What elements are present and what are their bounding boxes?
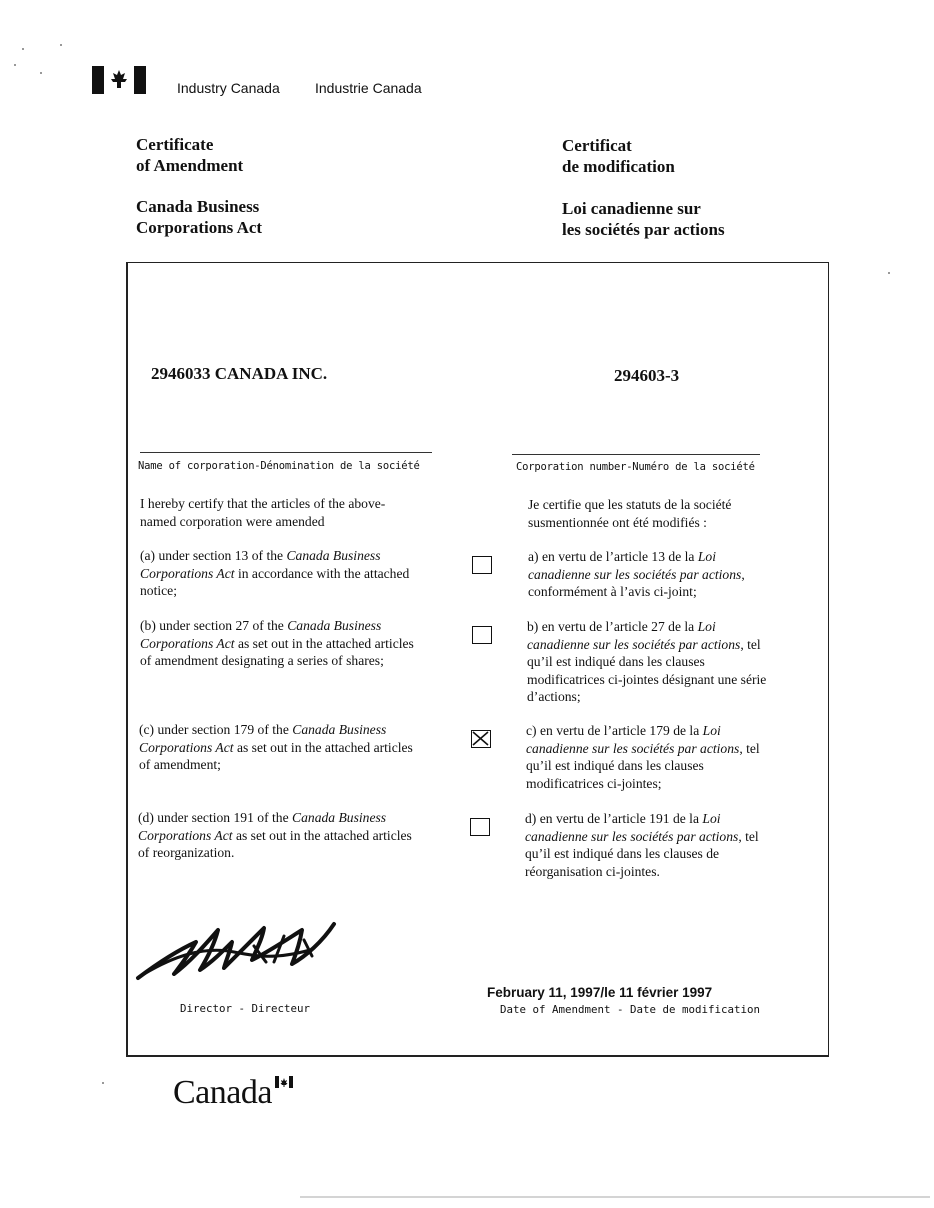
department-fr: Industrie Canada (315, 80, 422, 96)
scan-speck (102, 1082, 104, 1084)
empty-box-icon[interactable] (472, 626, 492, 644)
scan-speck (888, 272, 890, 274)
title-en: Certificate of Amendment (136, 135, 244, 175)
scan-speck (60, 44, 62, 46)
canada-flag-icon (92, 66, 146, 94)
option-b-fr: b) en vertu de l’article 27 de la Loi canadienne sur les sociétés par actions, tel qu’il est indiqué dans les clauses modificatrices ci-jointes désignant une série d’actions; (527, 619, 767, 705)
director-caption: Director - Directeur (180, 1002, 311, 1015)
scan-edge (300, 1196, 930, 1198)
act-en: Canada Business Corporations Act (136, 197, 263, 237)
wordmark-text: Canada (173, 1074, 272, 1111)
title-fr: Certificat de modification (562, 136, 675, 176)
wordmark-flag-icon (275, 1076, 293, 1088)
option-b-en: (b) under section 27 of the Canada Business Corporations Act as set out in the attached articles of amendment designating a series of shares; (140, 618, 414, 669)
number-underline (512, 454, 760, 455)
option-d-en: (d) under section 191 of the Canada Business Corporations Act as set out in the attached articles of reorganization. (138, 810, 412, 861)
option-c-fr: c) en vertu de l’article 179 de la Loi canadienne sur les sociétés par actions, tel qu’il est indiqué dans les clauses modificatrices ci-jointes; (526, 723, 760, 791)
option-d-fr: d) en vertu de l’article 191 de la Loi canadienne sur les sociétés par actions, tel qu’il est indiqué dans les clauses de réorganisation ci-jointes. (525, 811, 759, 879)
scan-speck (40, 72, 42, 74)
name-underline (140, 452, 432, 453)
option-a-en: (a) under section 13 of the Canada Business Corporations Act in accordance with the attached notice; (140, 548, 410, 599)
department-en: Industry Canada (177, 80, 280, 96)
act-fr: Loi canadienne sur les sociétés par actions (562, 199, 725, 239)
scan-speck (22, 48, 24, 50)
date-caption: Date of Amendment - Date de modification (500, 1003, 761, 1016)
corporation-number: 294603-3 (614, 366, 680, 385)
director-signature (134, 916, 340, 986)
amendment-date: February 11, 1997/le 11 février 1997 (487, 985, 713, 1000)
empty-box-icon[interactable] (470, 818, 490, 836)
empty-box-icon[interactable] (472, 556, 492, 574)
canada-wordmark (173, 1074, 272, 1114)
number-caption: Corporation number-Numéro de la société (516, 461, 755, 473)
option-c-en: (c) under section 179 of the Canada Business Corporations Act as set out in the attached articles of amendment; (139, 722, 413, 773)
name-caption: Name of corporation-Dénomination de la société (138, 460, 420, 472)
corporation-name: 2946033 CANADA INC. (151, 364, 328, 383)
certify-fr: Je certifie que les statuts de la société susmentionnée ont été modifiés : (528, 497, 732, 530)
certify-en: I hereby certify that the articles of the above- named corporation were amended (140, 496, 386, 529)
option-a-fr: a) en vertu de l’article 13 de la Loi canadienne sur les sociétés par actions, conformément à l’avis ci-joint; (528, 549, 745, 600)
checked-box-icon[interactable] (471, 730, 491, 748)
scan-speck (14, 64, 16, 66)
